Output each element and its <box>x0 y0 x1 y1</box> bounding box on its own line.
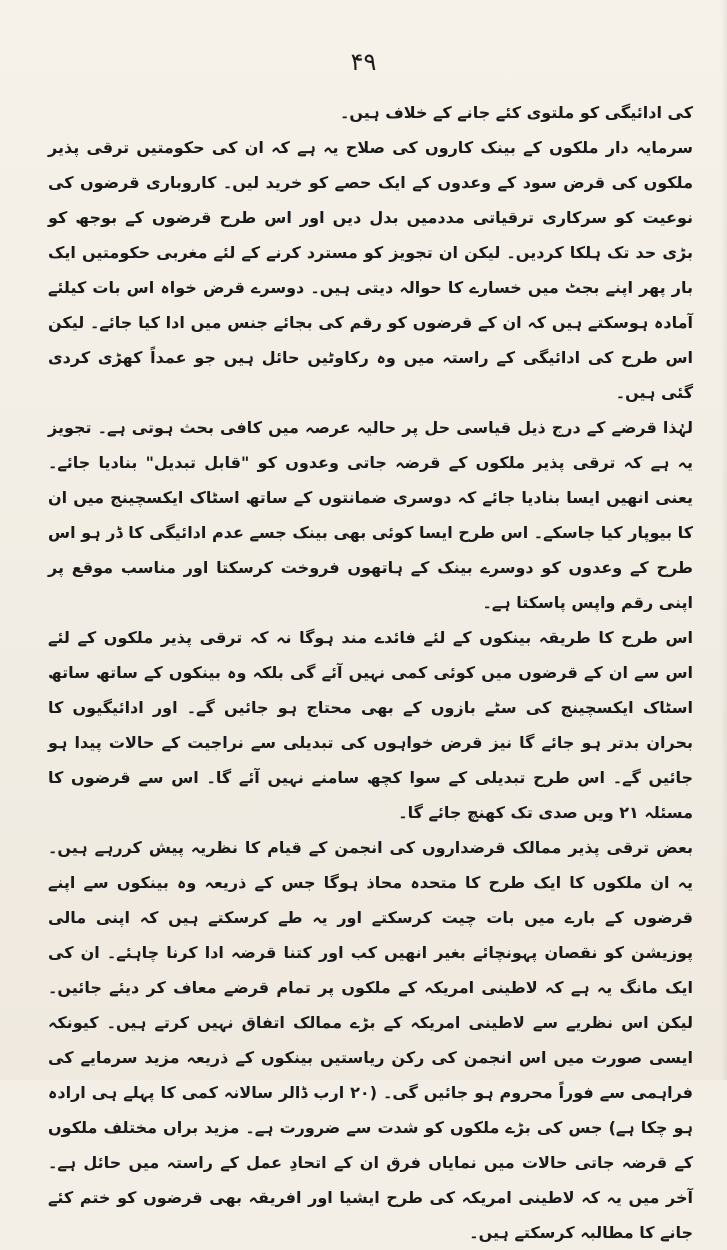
page-edge-shadow <box>721 0 727 1080</box>
paragraph-5: بعض ترقی پذیر ممالک قرضداروں کی انجمن کے قیام کا نظریہ پیش کررہے ہیں۔ یہ ان ملکوں کا ایک طرح کا متحدہ محاذ ہوگا جس کے ذریعہ وہ بینکوں سے اپنے قرضوں کے بارے میں بات چیت کرسکتے اور یہ طے کرسکتے ہیں کہ اپنی مالی پوزیشن کو نقصان پہونچائے بغیر انھیں کب اور کتنا قرضہ ادا کرنا چاہئے۔ ان کی ایک مانگ یہ ہے کہ لاطینی امریکہ کے ملکوں پر تمام قرضے معاف کر دیئے جائیں۔ لیکن اس نظریے سے لاطینی امریکہ کے بڑے ممالک اتفاق نہیں کرتے ہیں۔ کیونکہ ایسی صورت میں اس انجمن کی رکن ریاستیں بینکوں کے ذریعہ مزید سرمایے کی فراہمی سے فوراً محروم ہو جائیں گی۔ (۲۰ ارب ڈالر سالانہ کمی کا پہلے ہی ارادہ ہو چکا ہے) جس کی بڑے ملکوں کو شدت سے ضرورت ہے۔ مزید براں مختلف ملکوں کے قرضہ جاتی حالات میں نمایاں فرق ان کے اتحادِ عمل کے راستہ میں حائل ہے۔ آخر میں یہ کہ لاطینی امریکہ کی طرح ایشیا اور افریقہ بھی قرضوں کو ختم کئے جانے کا مطالبہ کرسکتے ہیں۔ <box>48 838 693 1242</box>
paragraph-4: اس طرح کا طریقہ بینکوں کے لئے فائدے مند ہوگا نہ کہ ترقی پذیر ملکوں کے لئے اس سے ان کے قرضوں میں کوئی کمی نہیں آئے گی بلکہ وہ بینکوں کے ساتھ ساتھ اسٹاک ایکسچینج کی سٹے بازوں کے بھی محتاج ہو جائیں گے۔ اور ادائیگیوں کا بحران بدتر ہو جائے گا نیز قرض خواہوں کی تبدیلی سے نراجیت کے حالات پیدا ہو جائیں گے۔ اس طرح تبدیلی کے سوا کچھ سامنے نہیں آئے گا۔ اس سے قرضوں کا مسئلہ ۲۱ ویں صدی تک کھنچ جائے گا۔ <box>48 628 693 822</box>
paragraph-1: کی ادائیگی کو ملتوی کئے جانے کے خلاف ہیں۔ <box>339 103 693 122</box>
paragraph-3: لہٰذا قرضے کے درج ذیل قیاسی حل پر حالیہ عرصہ میں کافی بحث ہوتی ہے۔ تجویز یہ ہے کہ ترقی پذیر ملکوں کے قرضہ جاتی وعدوں کو "قابل تبدیل" بنادیا جائے۔ یعنی انھیں ایسا بنادیا جائے کہ دوسری ضمانتوں کے ساتھ اسٹاک ایکسچینج میں ان کا بیوپار کیا جاسکے۔ اس طرح ایسا کوئی بھی بینک جسے عدم ادائیگی کا ڈر ہو اس طرح کے وعدوں کو دوسرے بینک کے ہاتھوں فروخت کرسکتا اور مناسب موقع پر اپنی رقم واپس پاسکتا ہے۔ <box>48 418 693 612</box>
body-text <box>48 95 693 1250</box>
page-number: ۴۹ <box>350 48 377 76</box>
paragraph-2: سرمایہ دار ملکوں کے بینک کاروں کی صلاح یہ ہے کہ ان کی حکومتیں ترقی پذیر ملکوں کی قرض سود کے وعدوں کے ایک حصے کو خرید لیں۔ کاروباری قرضوں کی نوعیت کو سرکاری ترقیاتی مددمیں بدل دیں اور اس طرح قرضوں کے بوجھ کو بڑی حد تک ہلکا کردیں۔ لیکن ان تجویز کو مسترد کرنے کے لئے مغربی حکومتیں ایک بار پھر اپنے بجٹ میں خسارے کا حوالہ دیتی ہیں۔ دوسرے قرض خواہ اس بات کیلئے آمادہ ہوسکتے ہیں کہ ان کے قرضوں کو رقم کی بجائے جنس میں ادا کیا جائے۔ لیکن اس طرح کی ادائیگی کے راستہ میں وہ رکاوٹیں حائل ہیں جو عمداً کھڑی کردی گئی ہیں۔ <box>48 138 693 402</box>
